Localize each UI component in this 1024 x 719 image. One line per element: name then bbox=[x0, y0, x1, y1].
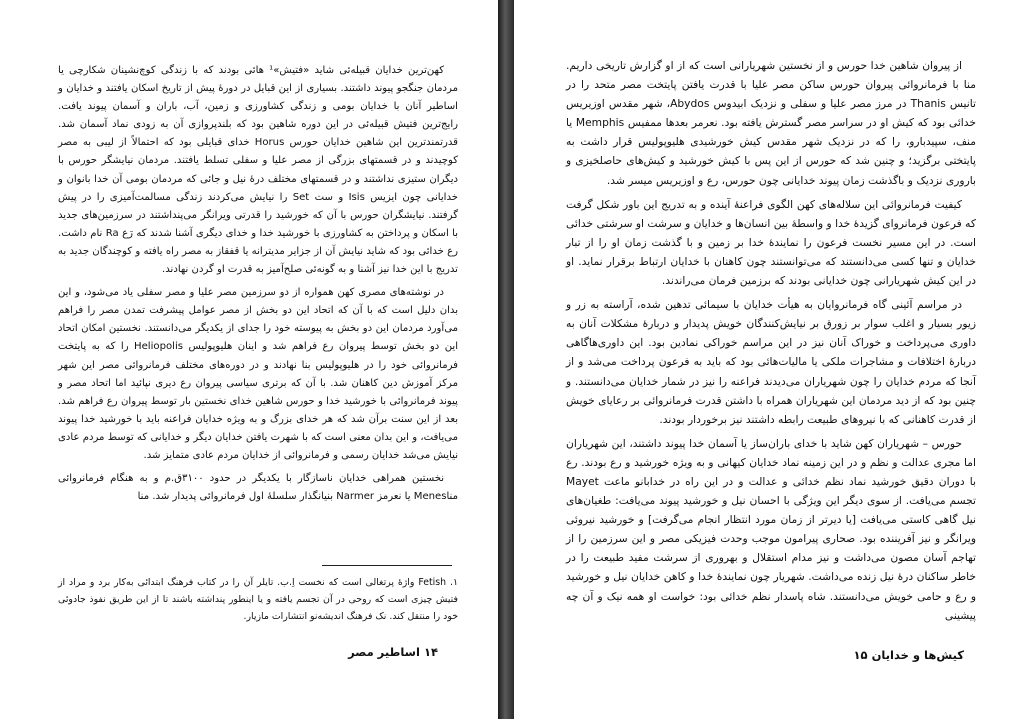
left-book-page bbox=[0, 0, 498, 719]
left-page-body bbox=[58, 62, 458, 511]
paragraph: از پیروان شاهین خدا حورس و از نخستین شهریارانی است که از او گزارش تاریخی داریم. منا با فرمانروائی پیروان حورس ساکن مصر علیا با قدرت یافتن پایتخت مصر متحد را در تانیس Thanis در مرز مصر علیا و سفلی و نزدیک ابیدوس Abydos، شهر مقدس اوزیریس خدائی بود که کیش او در سراسر مصر گسترش یافته بود. نعرمر بعدها ممفیس Memphis یا منف، سپیدبارو، را که در نزدیک شهر مقدس کیش خورشیدی هلیوپولیس قرار داشت به پایتختی برگزید؛ و چنین شد که حورس از این پس با کیش خورشید و کیش‌های حاصلخیزی و باروری نزدیک و باگذشت زمان پیوند خدایانی چون حورس، رع و اوزیریس میسر شد. bbox=[566, 59, 976, 187]
paragraph: در نوشته‌های مصری کهن همواره از دو سرزمین مصر علیا و مصر سفلی یاد می‌شود، و این بدان دلیل است که با آن که اتحاد این دو بخش از مصر عوامل پیشرفت تمدن مصر را فراهم می‌آورد مردمان این دو بخش به پیوسته خود را جدای از یکدیگر می‌دانستند. نخستین امکان اتحاد این دو بخش توسط پیروان رع فراهم شد و اینان هلیوپولیس Heliopolis را که به پایتخت فرمانروائی خود را در هلیوپولیس بنا نهادند و در دوره‌های مختلف فرمانروائی مصر این شهر مرکز آموزش دین کاهنان شد. با آن که برتری سیاسی پیروان رع دیری نپائید اما اتحاد مصر و پیوند فرمانروائی با خورشید خدا و حورس شاهین خدای نخستین بار توسط پیروان رع فراهم شد. بعد از این سنت برآن شد که هر خدای بزرگ و به ویژه خدایان فراعنه باید با خورشید خدا پیوند می‌یافت، و این بدان معنی است که با شهرت یافتن خدایان دیگر و خدایانی که توسط مردم عادی نیایش می‌شد خدایان رسمی و فرمانروائی از خدایان مردم عادی متمایز شد. bbox=[58, 287, 458, 461]
paragraph: حورس – شهریاران کهن شاید با خدای باران‌ساز یا آسمان خدا پیوند داشتند، این شهریاران اما مجری عدالت و نظم و در این زمینه نماد خدایان کیهانی و به ویژه خورشید و رع بودند. رع با دوران دقیق خورشید نماد نظم خدائی و عدالت و در این راه در خدابانو ماعت Mayet تجسم می‌یافت. از سوی دیگر این ویژگی با احسان نیل و خورشید پیوند می‌یافت: طغیان‌های نیل گاهی کاستی می‌یافت [یا دیرتر از زمان مورد انتظار انجام می‌گرفت] و خورشید نیروئی ویرانگر و نیز آفریننده بود. صحاری پیرامون موجب وحدت فیزیکی مصر و این سرزمین را از تهاجم آسان مصون می‌داشت و نیز مدام استقلال و بهروری از سرشت مفید طبیعت را در خاطر ساکنان درهٔ نیل زنده می‌داشت. شهریار چون نمایندهٔ خدا و کاهن خدایان نیل و خورشید و رع و حامی خویش می‌دانستند. شاه پاسدار نظم خدائی بود: خواست او همه نیک و آن چه پیشینی bbox=[566, 436, 976, 622]
page-footer-right: کیش‌ها و خدایان ۱۵ bbox=[853, 648, 964, 662]
paragraph: در مراسم آئینی گاه فرمانروایان به هیأت خدایان با سیمائی تدهین شده، آراسته به زر و زیور بسیار و اغلب سوار بر زورق بر نیایش‌کنندگان خویش پدیدار و دربارهٔ مشکلات آنان به داوری می‌پرداخت و خوراک آنان نیز در این مراسم خوراکی نمادین بود. این داوری‌هاگاهی دربارهٔ اختلافات و مشاجرات ملکی یا مالیات‌هائی بود که باید به فرعون پرداخت می‌شد و از آنجا که مردم خدایان را چون شهریاران می‌دیدند فراعنه را نیز در شمار خدایان می‌دانستند. و چنین بود که از دید مردمان این شهریاران همراه با داشتن قدرت فرمانروائی بر رعایای خویش از قدرت کاهنانی که با نیروهای طبیعت رابطه داشتند نیز برخوردار بودند. bbox=[566, 298, 976, 426]
right-page-body bbox=[566, 56, 976, 630]
book-gutter bbox=[498, 0, 514, 719]
paragraph: کهن‌ترین خدایان قبیله‌ئی شاید «فتیش»¹ هائی بودند که با زندگی کوچ‌نشینان شکارچی یا مردمان جنگجو پیوند داشتند. بسیاری از این قبایل در دورهٔ پیش از تاریخ اسکان یافتند و خدایان و اساطیر آنان با خدایان بومی و زندگی کشاورزی و زمین، آب، باران و آسمان پیوند یافت. رایج‌ترین فتیش قبیله‌ئی در این دوره شاهین بود که بلندپروازی آن به زودی نماد آسمان شد. قدرتمندترین این شاهین خدایان حورس Horus خدای قبایلی بود که احتمالاً از لیبی به مصر کوچیدند و در قسمتهای بزرگی از مصر علیا و سفلی تسلط یافتند. مردمان نیایشگر حورس با دیگران ستیزی نداشتند و در قسمتهای مختلف درهٔ نیل و جائی که مردمان بومی آن خدا بانوان و خدایانی چون ایزیس Isis و ست Set را نیایش می‌کردند زندگی مسالمت‌آمیزی را در پیش گرفتند. نیایشگران حورس با آن که خورشید را قدرتی ویرانگر می‌پنداشتند در سرزمین‌های جدید با اسکان و پرداختن به کشاورزی با خورشید خدا و خدای دیگری آشنا شدند که رَع Ra نام داشت. رع خدائی بود که شاید نیایش آن از جزایر مدیترانه یا قفقاز به مصر راه یافته و کوچندگان جدید به تدریج با این خدا نیز آشنا و به گونه‌ئی صلح‌آمیز به قدرت او گردن نهادند. bbox=[58, 65, 459, 276]
right-book-page bbox=[514, 0, 1024, 719]
footnote-divider bbox=[322, 565, 452, 566]
footnote: ۱. Fetish واژهٔ پرتغالی است که نخست اِ.ب. تایلر آن را در کتاب فرهنگ ابتدائی به‌کار برد و مراد از فتیش چیزی است که روحی در آن تجسم یافته و یا اینطور پنداشته باشند تا از این طریق نفوذ جادوئی خود را منتقل کند. نک فرهنگ اندیشه‌نو انتشارات مازیار. bbox=[58, 577, 458, 622]
paragraph: کیفیت فرمانروائی این سلاله‌های کهن الگوی فراعنهٔ آینده و به تدریج این باور شکل گرفت که فرعون فرمانروای گزیدهٔ خدا و واسطهٔ بین انسان‌ها و خدایان و سرشت او سرشتی خدائی است. در این مسیر نخست فرعون را نمایندهٔ خدا بر زمین و با گذشت زمان او را از تبار خدایان و تنها کسی می‌دانستند که می‌توانستند چون کاهنان با خدایان ارتباط برقرار نماید. او در این کیش شهریارانی چون خدایانی بودند که برزمین فرمان می‌راندند. bbox=[566, 197, 976, 288]
page-footer-left: ۱۴ اساطیر مصر bbox=[348, 645, 438, 659]
paragraph: نخستین همراهی خدایان ناسازگار با یکدیگر در حدود ۳۱۰۰ق.م و به هنگام فرمانروائی مناMenes یا نعرمز Narmer بنیانگذار سلسلهٔ اول فرمانروائی پدیدار شد. منا bbox=[58, 473, 458, 503]
